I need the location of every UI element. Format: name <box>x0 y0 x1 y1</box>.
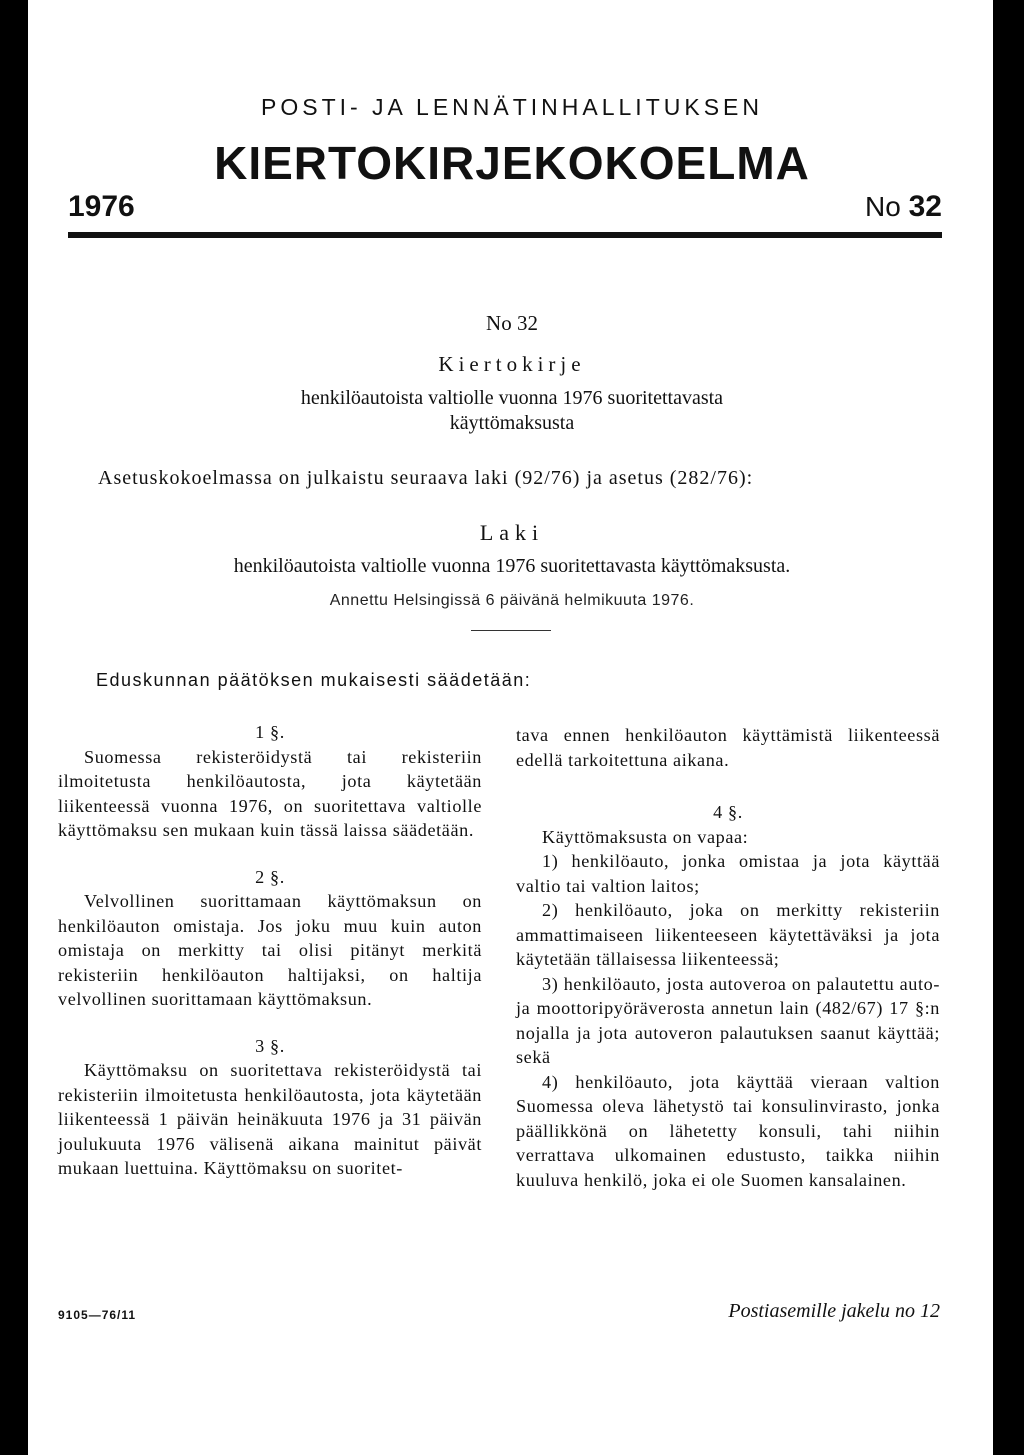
section-4-heading: 4 §. <box>713 802 743 822</box>
section-2-text: Velvollinen suorittamaan käyttömaksun on henkilöauton omistaja. Jos joku muu kuin auton omistaja on merkitty tai olisi pitänyt merkitä rekisteriin henkilöauton haltijaksi, on haltija velvollinen suorittamaan käyttömaksun. <box>58 891 482 1009</box>
section-1-heading: 1 §. <box>255 722 285 742</box>
document-type: Kiertokirje <box>438 352 586 376</box>
header-number <box>865 190 942 224</box>
document-subject <box>0 386 1024 436</box>
publisher-name: POSTI- JA LENNÄTINHALLITUKSEN <box>261 94 763 120</box>
distribution-note: Postiasemille jakelu no 12 <box>728 1300 940 1322</box>
intro-text: Asetuskokoelmassa on julkaistu seuraava laki (92/76) ja asetus (282/76): <box>98 467 754 489</box>
scan-border-right <box>993 0 1024 1455</box>
divider <box>471 630 551 631</box>
law-name: henkilöautoista valtiolle vuonna 1976 suoritettavasta käyttömaksusta. <box>233 555 791 577</box>
section-4-item: 4) henkilöauto, jota käyttää vieraan valtion Suomessa oleva lähetystö tai konsulinvirasto, jonka päällikkönä on lähetetty konsuli, tahi niihin verrattava ulkomainen edustusto, taikka niihin kuuluva henkilö, joka ei ole Suomen kansalainen. <box>516 1071 940 1190</box>
column-right <box>516 723 940 1192</box>
section-1-text: Suomessa rekisteröidystä tai rekisteriin ilmoitetusta henkilöautosta, jota käytetään liikenteessä vuonna 1976, on suoritettava valtiolle käyttömaksu sen mukaan kuin tässä laissa säädetään. <box>58 746 482 840</box>
collection-title: KIERTOKIRJEKOKOELMA <box>214 137 810 189</box>
column-left <box>58 720 482 1181</box>
section-2-heading: 2 §. <box>255 866 285 887</box>
document-number: No 32 <box>486 311 538 335</box>
section-3-text: Käyttömaksu on suoritettava rekisteröidystä tai rekisteriin ilmoitetusta henkilöautosta, jota käytetään liikenteessä 1 päivän heinäkuuta 1976 ja 31 päivän joulukuuta 1976 välisenä aikana mainitut päivät mukaan luettuina. Käyttömaksu on suoritet- <box>58 1060 482 1178</box>
section-4-intro: Käyttömaksusta on vapaa: <box>542 826 749 847</box>
law-date: Annettu Helsingissä 6 päivänä helmikuuta 1976. <box>329 592 695 609</box>
section-4-item: 3) henkilöauto, josta autoveroa on palautettu auto- ja moottoripyöräverosta annetun lain (482/67) 17 §:n nojalla ja jota autoveron palautuksen saanut käyttää; sekä <box>516 973 940 1067</box>
header-rule <box>68 232 942 238</box>
section-4-item: 2) henkilöauto, joka on merkitty rekisteriin ammattimaiseen liikenteeseen käytettäväksi ja jota käytetään tällaisessa liikenteessä; <box>516 900 940 969</box>
section-3-heading: 3 §. <box>255 1035 285 1056</box>
header-number-value: 32 <box>908 190 942 223</box>
print-code: 9105—76/11 <box>58 1308 137 1322</box>
decree-text: Eduskunnan päätöksen mukaisesti säädetään: <box>96 670 532 690</box>
header-year: 1976 <box>68 190 135 223</box>
subject-line-2: käyttömaksusta <box>449 412 575 434</box>
header-number-prefix: No <box>865 191 901 222</box>
law-title: Laki <box>479 520 545 545</box>
section-4-item: 1) henkilöauto, jonka omistaa ja jota käyttää valtio tai valtion laitos; <box>516 851 940 896</box>
scan-border-left <box>0 0 28 1455</box>
section-3-continuation: tava ennen henkilöauton käyttämistä liikenteessä edellä tarkoitettuna aikana. <box>516 725 940 770</box>
subject-line-1: henkilöautoista valtiolle vuonna 1976 suoritettavasta <box>300 387 724 409</box>
